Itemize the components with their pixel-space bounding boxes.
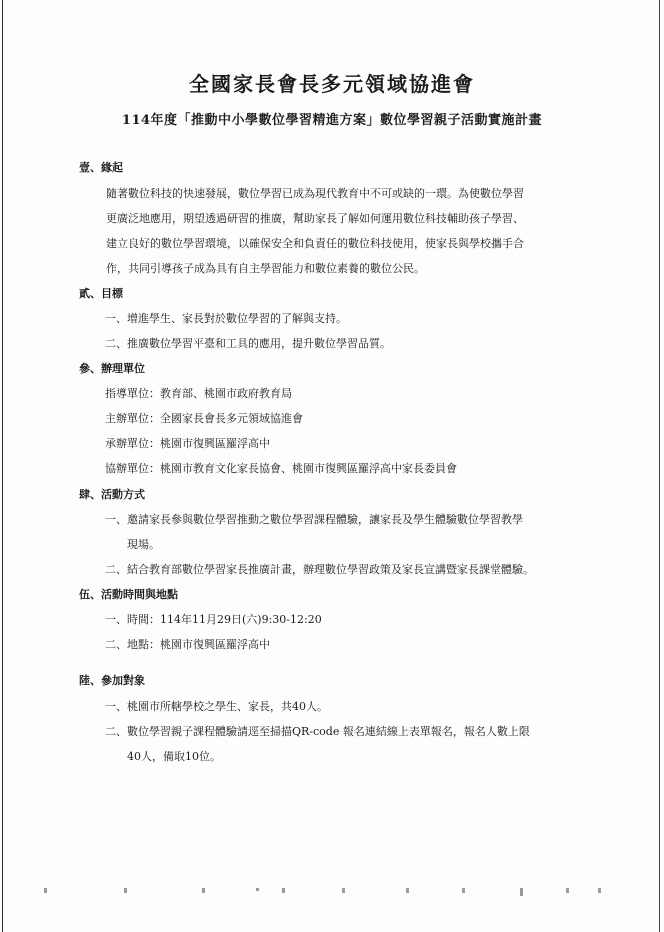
- scan-speck: [406, 888, 409, 893]
- participant-item: 二、數位學習親子課程體驗請逕至掃描QR-code 報名連結線上表單報名，報名人數上限: [105, 725, 530, 738]
- scan-speck: [520, 888, 523, 896]
- section-heading-participants: 陸、參加對象: [79, 674, 145, 687]
- scan-speck: [342, 888, 345, 893]
- organizer-item: 承辦單位：桃園市復興區羅浮高中: [105, 437, 270, 450]
- document-subtitle: 114年度「推動中小學數位學習精進方案」數位學習親子活動實施計畫: [121, 113, 543, 128]
- organizer-item: 主辦單位：全國家長會長多元領域協進會: [105, 412, 303, 425]
- time-item: 一、時間：114年11月29日(六)9:30-12:20: [105, 613, 322, 626]
- section-heading-time-place: 伍、活動時間與地點: [79, 588, 178, 601]
- scan-speck: [44, 888, 47, 893]
- scan-speck: [598, 888, 601, 893]
- activity-method-item-continued: 現場。: [127, 538, 160, 551]
- organizer-item: 協辦單位：桃園市教育文化家長協會、桃園市復興區羅浮高中家長委員會: [105, 462, 457, 475]
- goal-item: 一、增進學生、家長對於數位學習的了解與支持。: [105, 312, 347, 325]
- organizer-item: 指導單位：教育部、桃園市政府教育局: [105, 387, 292, 400]
- scan-speck: [566, 888, 569, 893]
- section-heading-activity-method: 肆、活動方式: [79, 488, 145, 501]
- scan-artifacts: [0, 888, 664, 904]
- origin-paragraph-line: 作，共同引導孩子成為具有自主學習能力和數位素養的數位公民。: [106, 262, 425, 275]
- section-heading-organizers: 參、辦理單位: [79, 362, 145, 375]
- origin-paragraph-line: 隨著數位科技的快速發展，數位學習已成為現代教育中不可或缺的一環。為使數位學習: [106, 187, 524, 200]
- document-title: 全國家長會長多元領域協進會: [189, 72, 475, 96]
- scan-speck: [202, 888, 205, 893]
- origin-paragraph-line: 建立良好的數位學習環境，以確保安全和負責任的數位科技使用，使家長與學校攜手合: [106, 237, 524, 250]
- scan-speck: [462, 888, 465, 893]
- goal-item: 二、推廣數位學習平臺和工具的應用，提升數位學習品質。: [105, 337, 391, 350]
- origin-paragraph-line: 更廣泛地應用，期望透過研習的推廣，幫助家長了解如何運用數位科技輔助孩子學習、: [106, 212, 524, 225]
- scan-speck: [124, 888, 127, 893]
- activity-method-item: 一、邀請家長參與數位學習推動之數位學習課程體驗，讓家長及學生體驗數位學習教學: [105, 513, 523, 526]
- activity-method-item: 二、結合教育部數位學習家長推廣計畫，辦理數位學習政策及家長宣講暨家長課堂體驗。: [105, 563, 534, 576]
- scan-speck: [282, 888, 285, 893]
- participant-item: 一、桃園市所轄學校之學生、家長，共40人。: [105, 700, 328, 713]
- page-edge-right: [659, 0, 660, 932]
- scan-speck: [256, 888, 259, 891]
- place-item: 二、地點：桃園市復興區羅浮高中: [105, 638, 270, 651]
- section-heading-origin: 壹、緣起: [79, 161, 123, 174]
- page-edge-left: [2, 0, 3, 932]
- participant-item-continued: 40人，備取10位。: [127, 750, 221, 763]
- section-heading-goals: 貳、目標: [79, 287, 123, 300]
